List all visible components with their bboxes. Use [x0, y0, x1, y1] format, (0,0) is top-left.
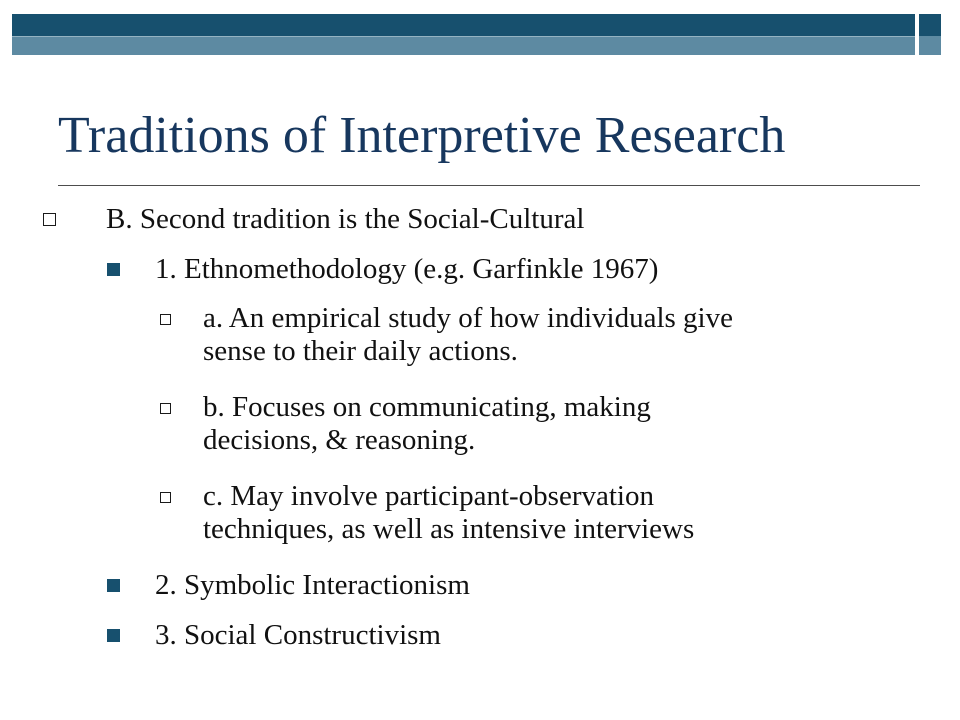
- bullet-text-line-2: decisions, & reasoning.: [203, 424, 476, 456]
- hollow-square-bullet-icon: [160, 314, 171, 325]
- bullet-text-line-2: techniques, as well as intensive interviews: [203, 513, 695, 545]
- bullet-text-line-1: c. May involve participant-observation: [203, 480, 654, 512]
- solid-square-bullet-icon: [107, 263, 120, 276]
- header-separator: [12, 36, 915, 37]
- hollow-square-bullet-icon: [43, 213, 56, 226]
- bullet-text: 3. Social Constructivism: [155, 619, 441, 651]
- bullet-text-line-1: a. An empirical study of how individuals give: [203, 302, 733, 334]
- title-underline: [58, 185, 920, 186]
- solid-square-bullet-icon: [107, 629, 120, 642]
- bullet-text: B. Second tradition is the Social-Cultural: [106, 203, 585, 235]
- header-bar-dark: [12, 14, 915, 36]
- bullet-text-line-2: sense to their daily actions.: [203, 335, 518, 367]
- solid-square-bullet-icon: [107, 579, 120, 592]
- header-square-light: [919, 36, 941, 55]
- header-square-dark: [919, 14, 941, 36]
- slide-header-bars: [0, 0, 960, 64]
- header-bar-light: [12, 36, 915, 55]
- bullet-text-line-1: b. Focuses on communicating, making: [203, 391, 651, 423]
- bullet-text: 2. Symbolic Interactionism: [155, 569, 470, 601]
- hollow-square-bullet-icon: [160, 492, 171, 503]
- bullet-text: 1. Ethnomethodology (e.g. Garfinkle 1967): [155, 253, 659, 285]
- hollow-square-bullet-icon: [160, 403, 171, 414]
- slide-title: Traditions of Interpretive Research: [58, 107, 786, 164]
